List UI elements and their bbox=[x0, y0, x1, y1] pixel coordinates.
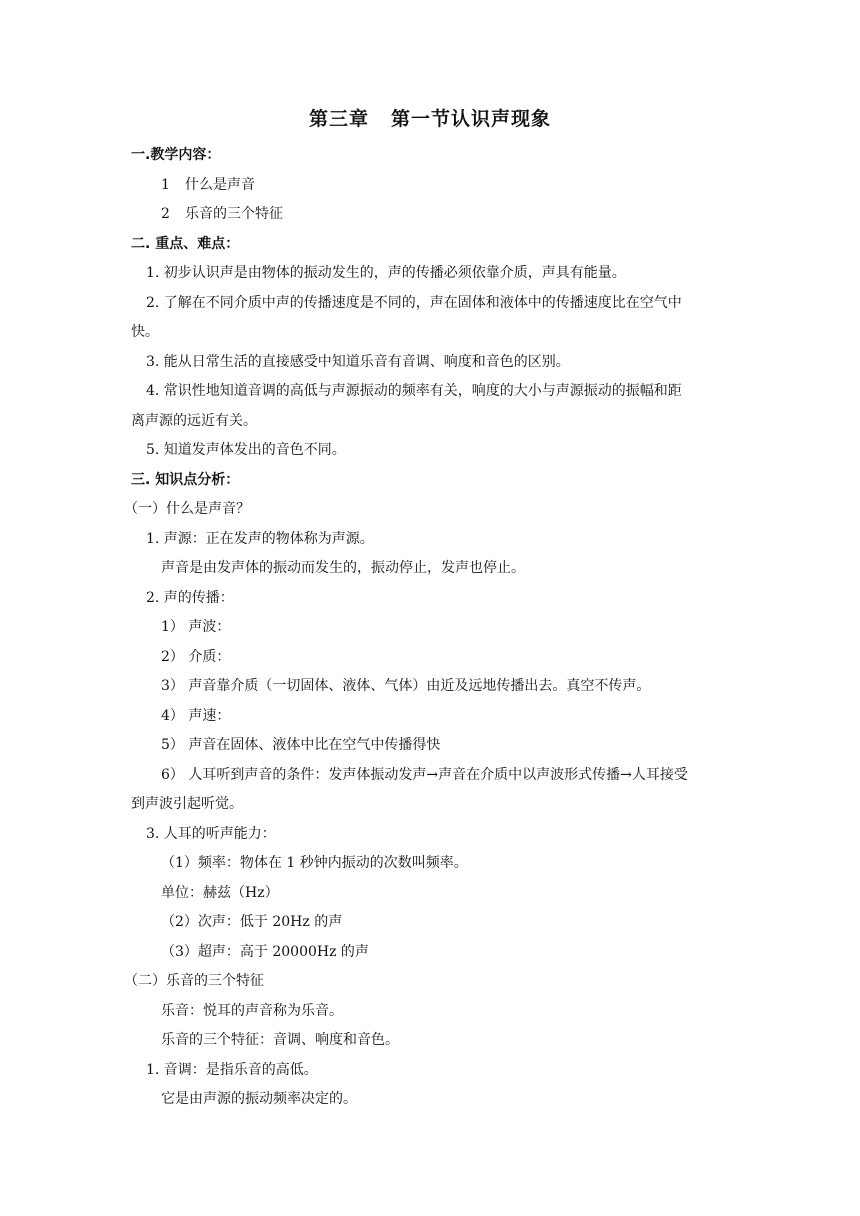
paragraph: 3. 人耳的听声能力： bbox=[146, 826, 276, 842]
paragraph: 单位：赫兹（Hz） bbox=[161, 885, 279, 901]
paragraph: 2. 声的传播： bbox=[146, 590, 234, 606]
list-item: 1） 声波： bbox=[161, 619, 231, 635]
paragraph: 乐音：悦耳的声音称为乐音。 bbox=[161, 1003, 343, 1019]
list-item bbox=[161, 205, 283, 223]
paragraph: 1. 音调：是指乐音的高低。 bbox=[146, 1062, 318, 1078]
page-title bbox=[0, 104, 860, 131]
key-point-4-cont: 离声源的远近有关。 bbox=[131, 413, 257, 429]
subheading-what-is-sound: （一）什么是声音？ bbox=[124, 501, 250, 517]
list-item: 4） 声速： bbox=[161, 708, 231, 724]
paragraph: 1. 声源：正在发声的物体称为声源。 bbox=[146, 531, 374, 547]
chapter-label: 第三章 bbox=[308, 108, 369, 130]
key-point-2-cont: 快。 bbox=[131, 324, 159, 340]
key-point-5: 5. 知道发声体发出的音色不同。 bbox=[146, 442, 346, 458]
heading-teaching-content: 一.教学内容： bbox=[131, 147, 221, 163]
list-item: （2）次声：低于 20Hz 的声 bbox=[161, 914, 343, 930]
heading-analysis: 三. 知识点分析： bbox=[131, 472, 240, 488]
section-label: 第一节认识声现象 bbox=[391, 108, 552, 130]
subheading-musical-tone: （二）乐音的三个特征 bbox=[124, 973, 264, 989]
list-item: （3）超声：高于 20000Hz 的声 bbox=[161, 944, 369, 960]
list-item-cont: 到声波引起听觉。 bbox=[131, 796, 243, 812]
paragraph: 声音是由发声体的振动而发生的，振动停止，发声也停止。 bbox=[161, 560, 525, 576]
list-item: （1）频率：物体在 1 秒钟内振动的次数叫频率。 bbox=[161, 855, 468, 871]
key-point-3: 3. 能从日常生活的直接感受中知道乐音有音调、响度和音色的区别。 bbox=[146, 354, 570, 370]
key-point-1: 1. 初步认识声是由物体的振动发生的，声的传播必须依靠介质，声具有能量。 bbox=[146, 265, 626, 281]
key-point-4: 4. 常识性地知道音调的高低与声源振动的频率有关，响度的大小与声源振动的振幅和距 bbox=[146, 383, 682, 399]
paragraph: 乐音的三个特征：音调、响度和音色。 bbox=[161, 1032, 399, 1048]
item-text: 乐音的三个特征 bbox=[185, 206, 283, 222]
item-number: 2 bbox=[161, 206, 170, 222]
item-number: 1 bbox=[161, 177, 170, 193]
list-item bbox=[161, 176, 255, 194]
list-item: 2） 介质： bbox=[161, 649, 231, 665]
list-item: 5） 声音在固体、液体中比在空气中传播得快 bbox=[161, 737, 441, 753]
list-item: 6） 人耳听到声音的条件：发声体振动发声→声音在介质中以声波形式传播→人耳接受 bbox=[161, 767, 688, 783]
paragraph: 它是由声源的振动频率决定的。 bbox=[161, 1091, 357, 1107]
list-item: 3） 声音靠介质（一切固体、液体、气体）由近及远地传播出去。真空不传声。 bbox=[161, 678, 651, 694]
heading-key-points: 二. 重点、难点： bbox=[131, 236, 240, 252]
item-text: 什么是声音 bbox=[185, 177, 255, 193]
key-point-2: 2. 了解在不同介质中声的传播速度是不同的，声在固体和液体中的传播速度比在空气中 bbox=[146, 295, 682, 311]
